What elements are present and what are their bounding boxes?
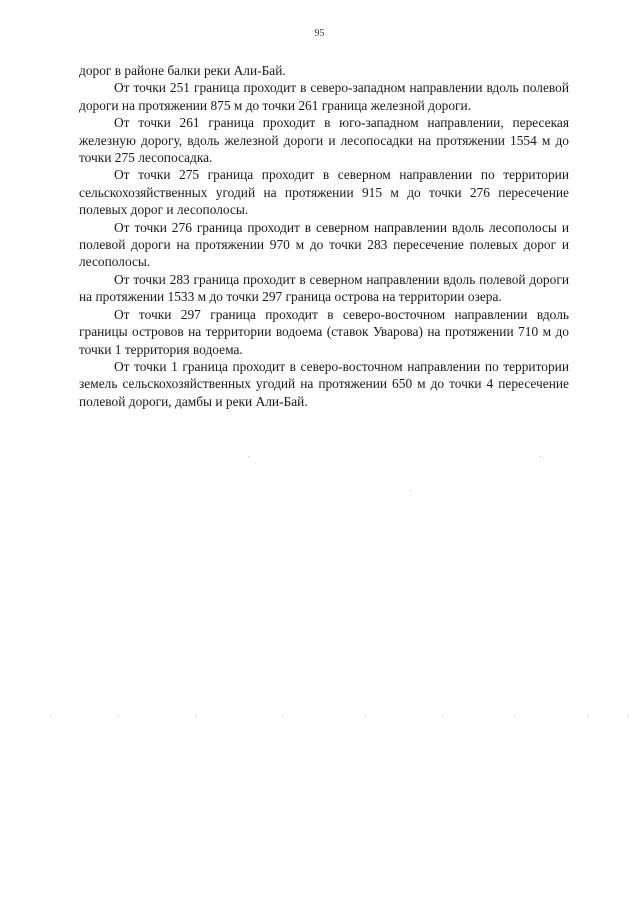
paragraph-continuation: дорог в районе балки реки Али-Бай. bbox=[79, 63, 286, 78]
paragraph-point-251: От точки 251 граница проходит в северо-западном направлении вдоль полевой дороги на протяжении 875 м до точки 261 граница железной дороги. bbox=[79, 80, 569, 113]
paragraph-point-275: От точки 275 граница проходит в северном направлении по территории сельскохозяйственных угодий на протяжении 915 м до точки 276 пересечение полевых дорог и лесополосы. bbox=[79, 167, 569, 218]
page-number: 95 bbox=[314, 28, 325, 39]
paragraph-point-297: От точки 297 граница проходит в северо-восточном направлении вдоль границы островов на территории водоема (ставок Уварова) на протяжении 710 м до точки 1 территория водоема. bbox=[79, 306, 569, 357]
paragraph-point-1: От точки 1 граница проходит в северо-восточном направлении по территории земель сельскохозяйственных угодий на протяжении 650 м до точки 4 пересечение полевой дороги, дамбы и реки Али-Бай. bbox=[79, 358, 569, 409]
scan-speck bbox=[282, 716, 283, 717]
scan-speck bbox=[442, 716, 443, 717]
paragraph-point-276: От точки 276 граница проходит в северном направлении вдоль лесополосы и полевой дороги на протяжении 970 м до точки 283 пересечение полевых дорог и лесополосы. bbox=[79, 219, 569, 270]
scan-speck bbox=[248, 456, 249, 457]
paragraph-point-283: От точки 283 граница проходит в северном направлении вдоль полевой дороги на протяжении 1533 м до точки 297 граница острова на территории озера. bbox=[79, 271, 569, 305]
scan-speck bbox=[410, 490, 411, 491]
scan-speck bbox=[365, 716, 366, 717]
scan-speck bbox=[196, 716, 197, 717]
scan-speck bbox=[514, 716, 515, 717]
scan-speck bbox=[628, 716, 629, 717]
paragraph-point-261: От точки 261 граница проходит в юго-западном направлении, пересекая железную дорогу, вдоль железной дороги и лесопосадки на протяжении 1554 м до точки 275 лесопосадка. bbox=[79, 115, 569, 166]
body-text bbox=[79, 62, 569, 410]
scan-speck bbox=[118, 716, 119, 717]
scan-speck bbox=[540, 456, 541, 457]
scan-speck bbox=[587, 716, 588, 717]
scan-speck bbox=[50, 716, 51, 717]
